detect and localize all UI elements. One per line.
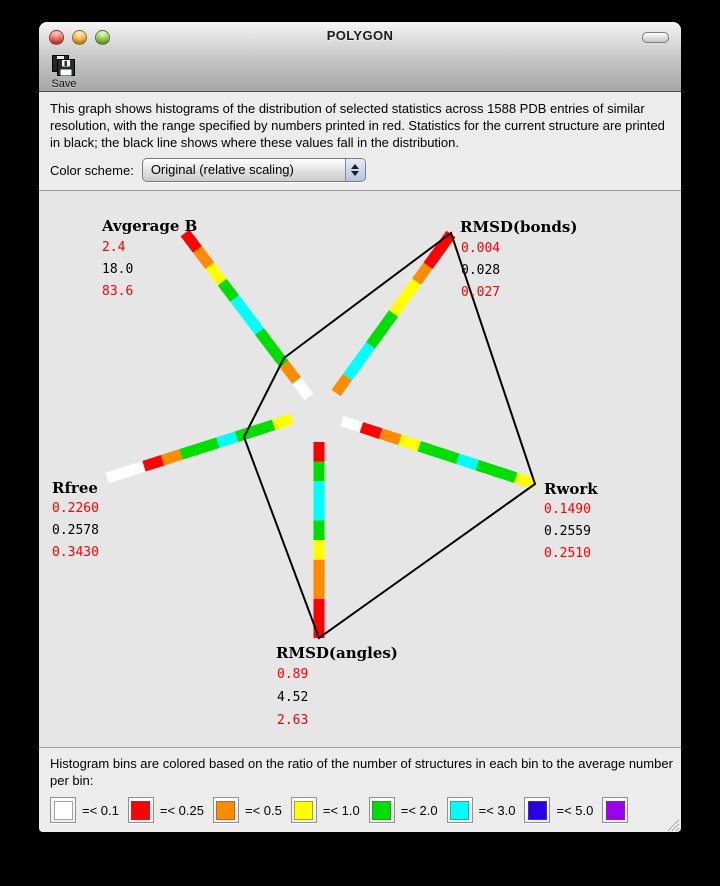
legend-item-blue — [524, 797, 593, 823]
toolbar — [39, 50, 681, 91]
arrow-down-icon — [351, 171, 359, 176]
axis-min-value: 0.1490 — [544, 502, 591, 517]
color-scheme-select[interactable] — [142, 158, 366, 182]
histogram-segment-red — [144, 460, 163, 466]
axis-max-value: 0.2510 — [544, 546, 591, 561]
legend-label: =< 1.0 — [322, 802, 360, 818]
footer-text: Histogram bins are colored based on the ratio of the number of structures in each bin to the average number per bin: — [50, 756, 673, 788]
histogram-segment-green — [371, 314, 394, 346]
window-title: POLYGON — [326, 28, 394, 43]
histogram-segment-green — [419, 446, 458, 459]
legend-swatch-blue — [524, 797, 550, 823]
axis-min-value: 0.2260 — [52, 501, 99, 516]
histogram-segment-cyan — [348, 345, 371, 377]
axis-min-value: 2.4 — [102, 240, 126, 255]
legend-item-cyan — [447, 797, 516, 823]
color-scheme-value: Original (relative scaling) — [150, 162, 294, 177]
footer-panel — [39, 748, 681, 832]
legend-color-blue — [528, 801, 547, 820]
histogram-segment-green — [259, 331, 284, 364]
histogram-segment-white — [342, 421, 361, 427]
axis-title: Rfree — [52, 479, 98, 497]
histogram-segment-yellow — [400, 440, 419, 446]
toolbar-toggle-button[interactable] — [642, 32, 669, 43]
histogram-segment-orange — [381, 434, 400, 440]
arrow-up-icon — [351, 164, 359, 169]
axis-title: RMSD(angles) — [276, 644, 398, 662]
legend-item-red — [128, 797, 204, 823]
chart-area — [39, 190, 681, 748]
description-text: This graph shows histograms of the distribution of selected statistics across 1588 PDB entries of similar resolution, with the range specified by numbers printed in red. Statistics for the current structure are printed in black; the black line shows where these values fall in the distribution. — [50, 101, 665, 150]
legend-swatch-yellow — [291, 797, 317, 823]
legend-label: =< 0.1 — [82, 802, 119, 818]
legend-item-green — [369, 797, 438, 823]
histogram-segment-green — [181, 443, 218, 455]
histogram-segment-cyan — [458, 459, 477, 465]
histogram-segment-cyan — [235, 299, 260, 332]
legend-swatch-red — [128, 797, 154, 823]
axis-min-value: 0.89 — [277, 667, 309, 682]
axis-current-value: 0.028 — [461, 263, 501, 278]
legend-label: =< 5.0 — [556, 802, 594, 818]
polygon-window — [39, 22, 681, 832]
histogram-segment-red — [185, 233, 197, 249]
histogram-segment-yellow — [210, 266, 222, 282]
axis-max-value: 0.3430 — [52, 545, 99, 560]
window-header — [39, 22, 681, 92]
legend-item-purple — [602, 797, 628, 823]
legend-item-yellow — [291, 797, 360, 823]
legend-swatch-orange — [213, 797, 239, 823]
histogram-segment-orange — [284, 364, 296, 380]
histogram-segment-orange — [417, 266, 429, 282]
axis-max-value: 2.63 — [277, 713, 309, 728]
histogram-segment-green — [222, 282, 234, 298]
legend-color-cyan — [450, 801, 469, 820]
save-label: Save — [51, 78, 77, 90]
legend-color-yellow — [294, 801, 313, 820]
stepper-arrows-icon — [345, 159, 365, 181]
axis-current-value: 0.2559 — [544, 524, 591, 539]
histogram-segment-red — [428, 234, 451, 266]
axis-title: Rwork — [544, 480, 598, 498]
axis-max-value: 0.027 — [461, 285, 501, 300]
color-scheme-label: Color scheme: — [50, 162, 134, 178]
polygon-chart — [39, 191, 681, 747]
resize-grip[interactable] — [667, 819, 680, 832]
legend-swatch-cyan — [447, 797, 473, 823]
histogram-segment-yellow — [394, 282, 417, 314]
title-bar[interactable] — [39, 22, 681, 50]
axis-title: RMSD(bonds) — [460, 218, 578, 236]
legend-swatch-white — [50, 797, 76, 823]
histogram-segment-orange — [197, 249, 209, 265]
histogram-segment-red — [361, 427, 380, 433]
histogram-segment-green — [237, 425, 274, 437]
legend-item-white — [50, 797, 119, 823]
legend-label: =< 3.0 — [478, 802, 516, 818]
legend-color-green — [372, 801, 391, 820]
legend-label: =< 2.0 — [400, 802, 438, 818]
histogram-segment-orange — [336, 377, 348, 393]
description-panel — [39, 92, 681, 190]
legend-swatch-green — [369, 797, 395, 823]
legend-color-red — [131, 801, 150, 820]
legend-color-orange — [216, 801, 235, 820]
histogram-segment-cyan — [218, 437, 237, 443]
histogram-segment-green — [477, 465, 516, 478]
histogram-segment-orange — [163, 454, 182, 460]
histogram-legend — [50, 797, 670, 823]
legend-item-orange — [213, 797, 282, 823]
legend-swatch-purple — [602, 797, 628, 823]
axis-title: Avgerage B — [102, 217, 198, 235]
histogram-segment-yellow — [516, 478, 535, 484]
legend-color-white — [54, 801, 73, 820]
save-icon — [51, 53, 77, 77]
axis-current-value: 4.52 — [277, 690, 309, 705]
axis-current-value: 0.2578 — [52, 523, 99, 538]
legend-label: =< 0.25 — [159, 802, 204, 818]
histogram-segment-yellow — [274, 419, 293, 425]
legend-label: =< 0.5 — [244, 802, 282, 818]
legend-color-purple — [606, 801, 625, 820]
histogram-segment-white — [107, 466, 144, 478]
axis-max-value: 83.6 — [102, 284, 134, 299]
save-button[interactable] — [47, 52, 81, 91]
axis-current-value: 18.0 — [102, 262, 134, 277]
histogram-segment-white — [297, 381, 309, 397]
axis-min-value: 0.004 — [461, 241, 501, 256]
